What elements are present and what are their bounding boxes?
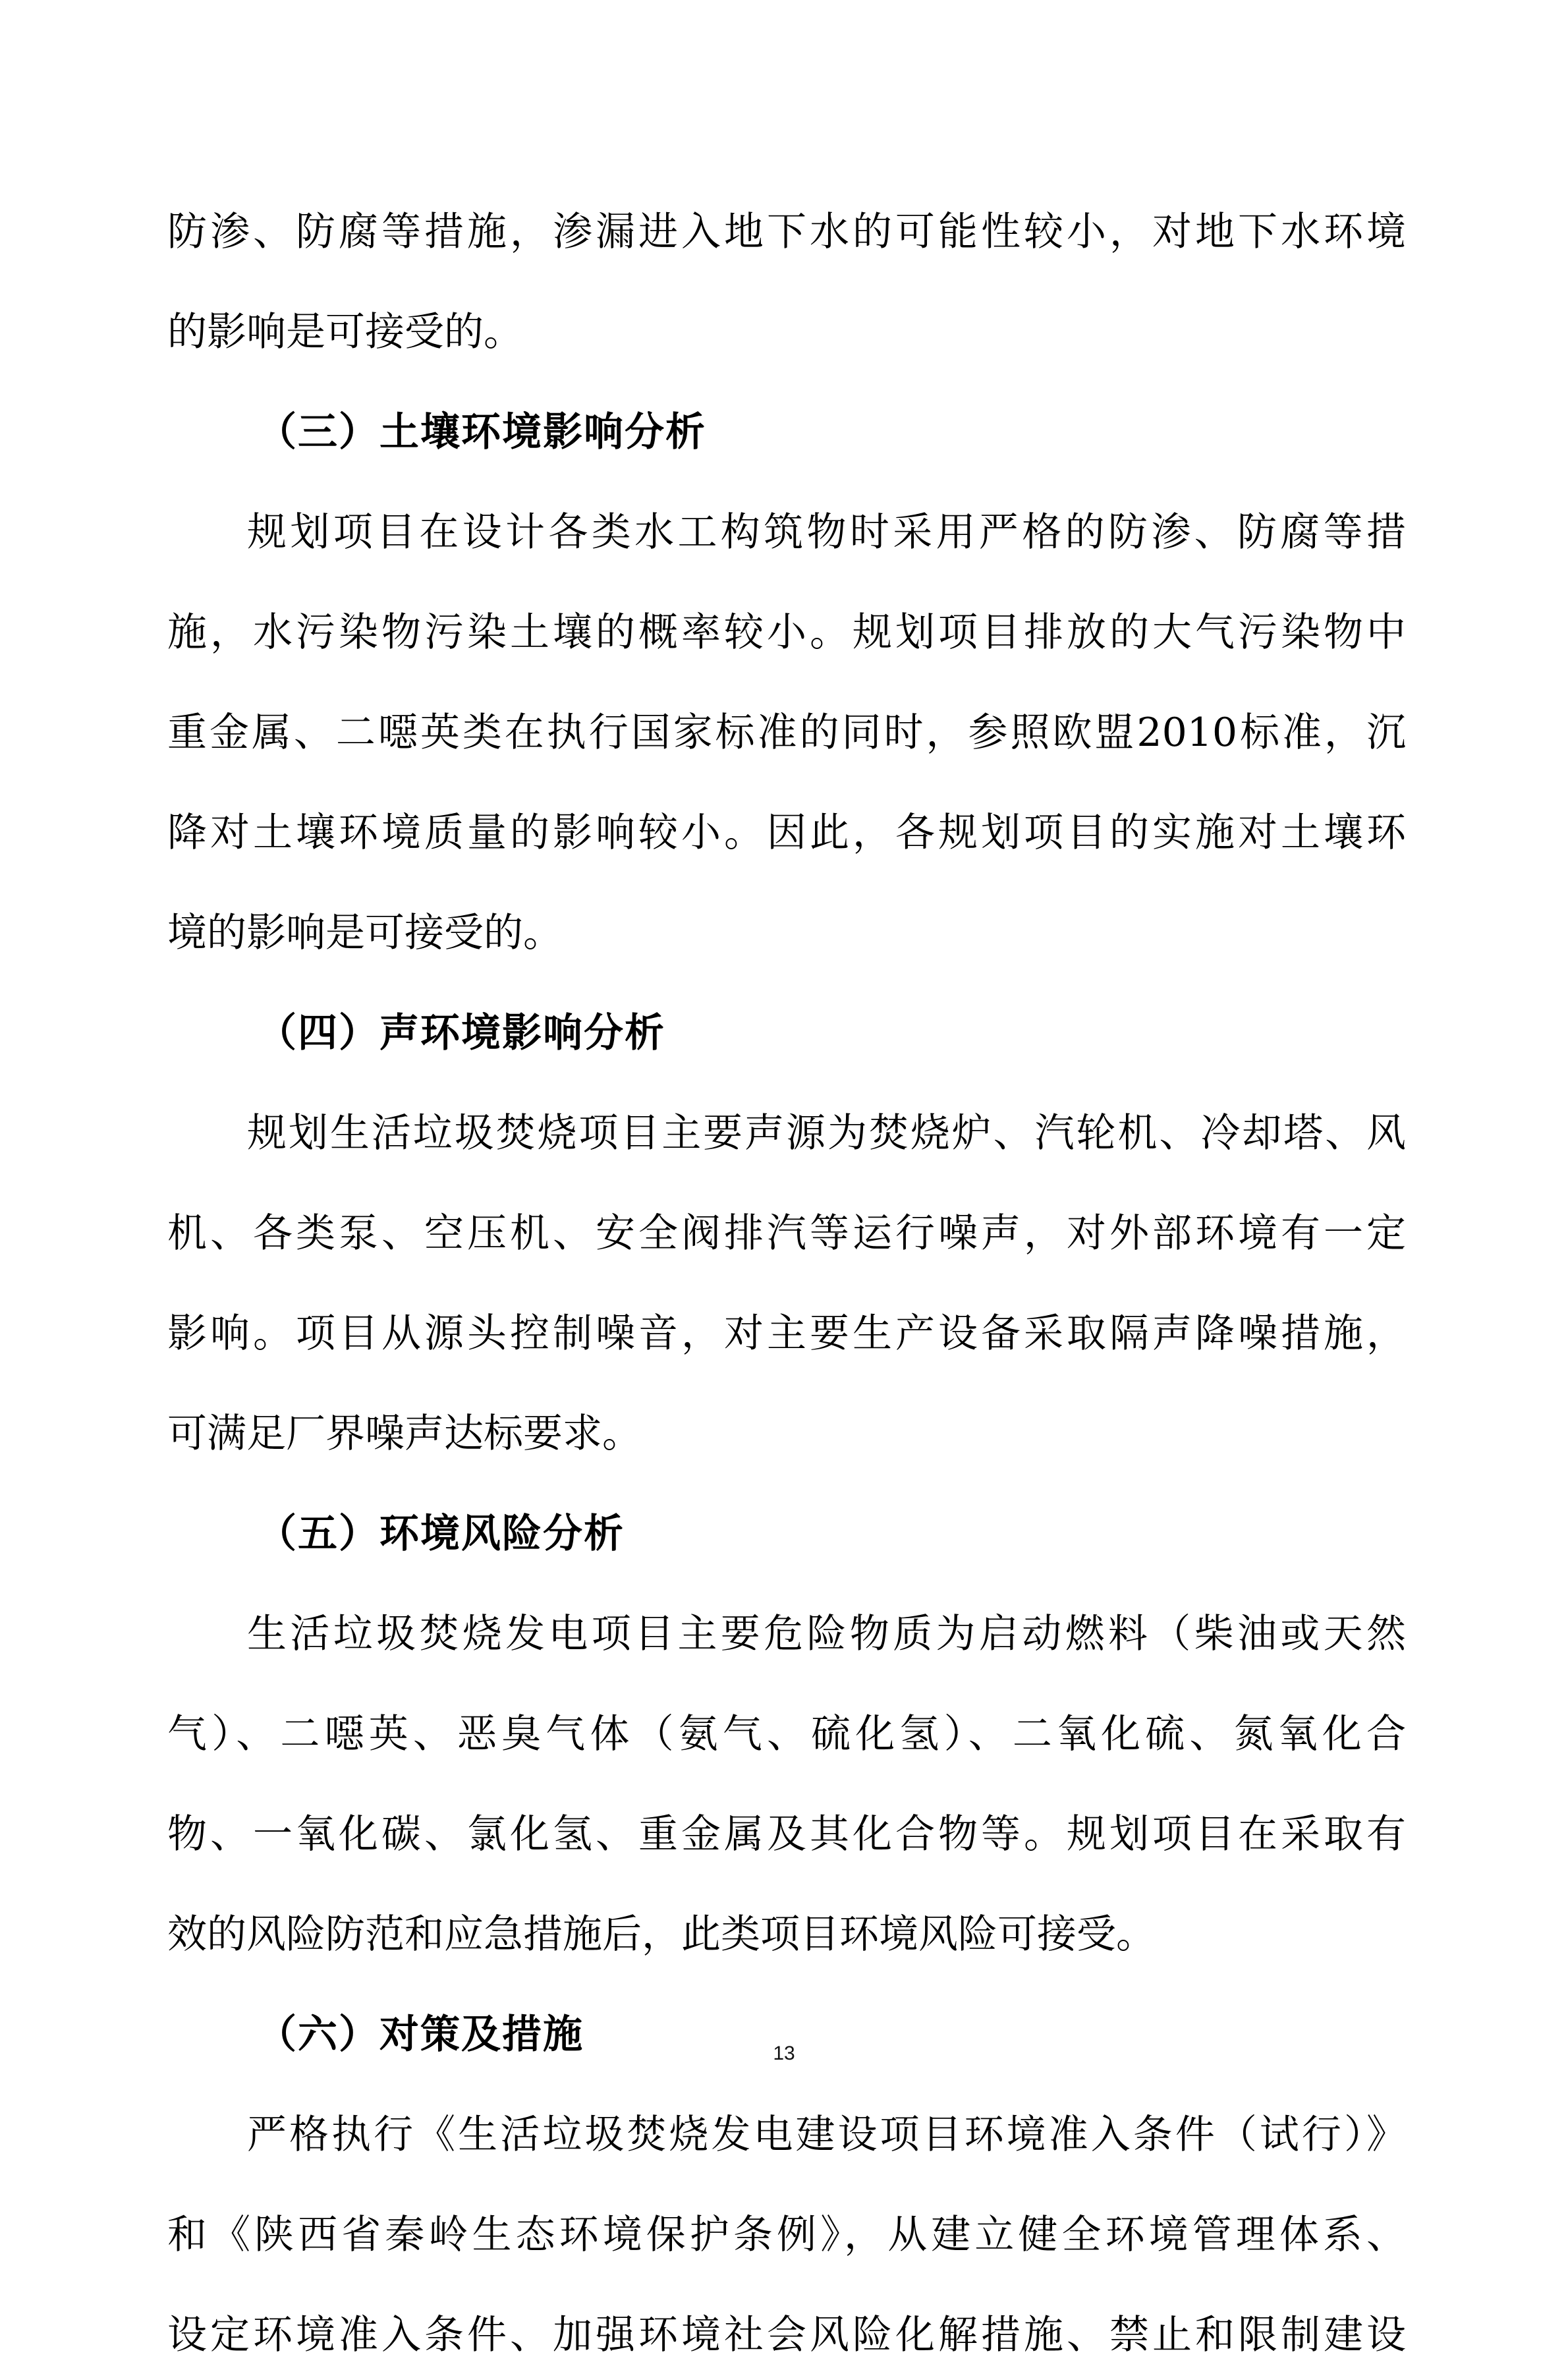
paragraph-line: 规划项目在设计各类水工构筑物时采用严格的防渗、防腐等措 bbox=[247, 509, 1406, 555]
paragraph-line: 物、一氧化碳、氯化氢、重金属及其化合物等。规划项目在采取有 bbox=[167, 1811, 1406, 1857]
paragraph-line: 的影响是可接受的。 bbox=[167, 309, 523, 355]
paragraph-line: 气）、二噁英、恶臭气体（氨气、硫化氢）、二氧化硫、氮氧化合 bbox=[167, 1711, 1406, 1757]
section-heading-noise: （四）声环境影响分析 bbox=[257, 1010, 665, 1056]
paragraph-line: 机、各类泵、空压机、安全阀排汽等运行噪声，对外部环境有一定 bbox=[167, 1210, 1406, 1256]
section-heading-measures: （六）对策及措施 bbox=[257, 2012, 584, 2058]
paragraph-line: 严格执行《生活垃圾焚烧发电建设项目环境准入条件（试行）》 bbox=[247, 2112, 1406, 2158]
paragraph-line: 施，水污染物污染土壤的概率较小。规划项目排放的大气污染物中 bbox=[167, 609, 1406, 656]
paragraph-line: 生活垃圾焚烧发电项目主要危险物质为启动燃料（柴油或天然 bbox=[247, 1611, 1406, 1657]
page-number: 13 bbox=[773, 2043, 795, 2064]
paragraph-line: 设定环境准入条件、加强环境社会风险化解措施、禁止和限制建设 bbox=[167, 2312, 1406, 2358]
paragraph-line: 境的影响是可接受的。 bbox=[167, 910, 563, 956]
paragraph-line: 降对土壤环境质量的影响较小。因此，各规划项目的实施对土壤环 bbox=[167, 810, 1406, 856]
paragraph-line: 重金属、二噁英类在执行国家标准的同时，参照欧盟2010标准，沉 bbox=[167, 710, 1406, 756]
paragraph-line: 防渗、防腐等措施，渗漏进入地下水的可能性较小，对地下水环境 bbox=[167, 209, 1406, 255]
section-heading-risk: （五）环境风险分析 bbox=[257, 1511, 625, 1557]
paragraph-line: 和《陕西省秦岭生态环境保护条例》，从建立健全环境管理体系、 bbox=[167, 2212, 1406, 2258]
paragraph-line: 效的风险防范和应急措施后，此类项目环境风险可接受。 bbox=[167, 1911, 1156, 1958]
paragraph-line: 可满足厂界噪声达标要求。 bbox=[167, 1411, 642, 1457]
paragraph-line: 影响。项目从源头控制噪音，对主要生产设备采取隔声降噪措施， bbox=[167, 1311, 1406, 1357]
paragraph-line: 规划生活垃圾焚烧项目主要声源为焚烧炉、汽轮机、冷却塔、风 bbox=[247, 1110, 1406, 1156]
section-heading-soil: （三）土壤环境影响分析 bbox=[257, 409, 706, 455]
